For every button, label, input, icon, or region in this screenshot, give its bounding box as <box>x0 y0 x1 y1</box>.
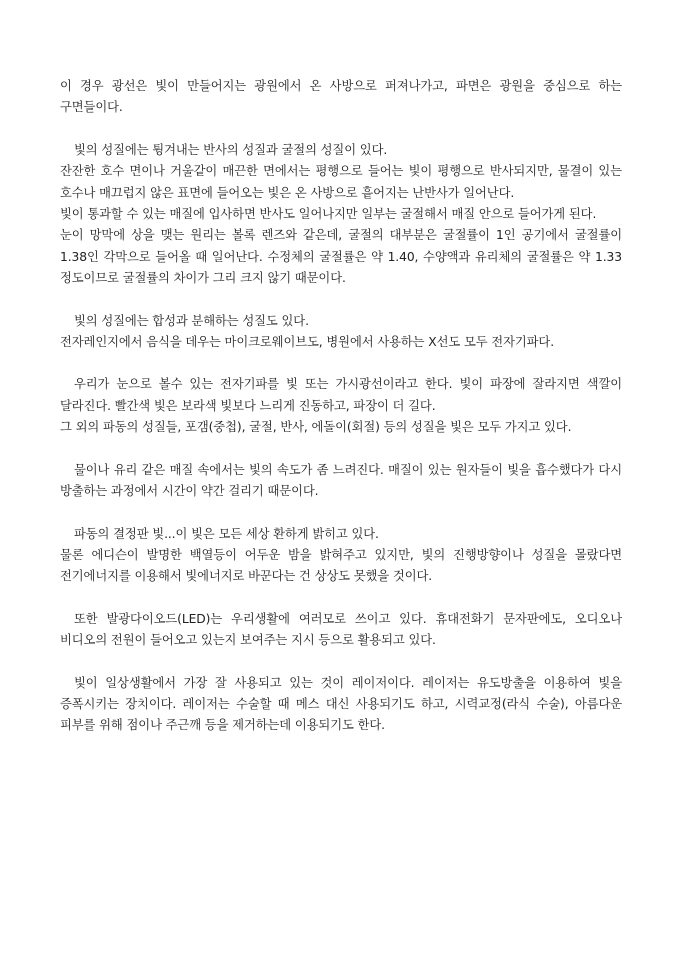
paragraph: 빛의 성질에는 합성과 분해하는 성질도 있다. <box>74 313 309 328</box>
paragraph-gap <box>60 353 622 374</box>
paragraph: 그 외의 파동의 성질들, 포갬(중첩), 굴절, 반사, 에돌이(회절) 등의 성질을 빛은 모두 가지고 있다. <box>60 420 572 435</box>
document-body <box>60 76 622 737</box>
paragraph: 빛이 통과할 수 있는 매질에 입사하면 반사도 일어나지만 일부는 굴절해서 매질 안으로 들어가게 된다. <box>60 207 597 222</box>
paragraph: 이 경우 광선은 빛이 만들어지는 광원에서 온 사방으로 퍼져나가고, 파면은 광원을 중심으로 하는 구면들이다. <box>60 79 622 115</box>
paragraph: 물론 에디슨이 발명한 백열등이 어두운 밤을 밝혀주고 있지만, 빛의 진행방향이나 성질을 몰랐다면 전기에너지를 이용해서 빛에너지로 바꾼다는 건 상상도 못했을 것이다. <box>60 547 622 584</box>
paragraph: 전자레인지에서 음식을 데우는 마이크로웨이브도, 병원에서 사용하는 X선도 모두 전자기파다. <box>60 335 555 350</box>
paragraph: 잔잔한 호수 면이나 거울같이 매끈한 면에서는 평행으로 들어는 빛이 평행으로 반사되지만, 물결이 있는 호수나 매끄럽지 않은 표면에 들어오는 빛은 온 사방으로 흩어지는 난반사가 일어난다. <box>60 164 622 200</box>
paragraph: 빛의 성질에는 튕겨내는 반사의 성질과 굴절의 성질이 있다. <box>74 142 388 157</box>
paragraph-gap <box>60 290 622 311</box>
paragraph: 물이나 유리 같은 매질 속에서는 빛의 속도가 좀 느려진다. 매질이 있는 원자들이 빛을 흡수했다가 다시 방출하는 과정에서 시간이 약간 걸리기 때문이다. <box>60 462 622 499</box>
paragraph: 우리가 눈으로 볼수 있는 전자기파를 빛 또는 가시광선이라고 한다. 빛이 파장에 잘라지면 색깔이 달라진다. 빨간색 빛은 보라색 빛보다 느리게 진동하고, 파장이 더 길다. <box>60 377 622 413</box>
paragraph-gap <box>60 503 622 524</box>
paragraph: 또한 발광다이오드(LED)는 우리생활에 여러모로 쓰이고 있다. 휴대전화기 문자판에도, 오디오나 비디오의 전원이 들어오고 있는지 보여주는 지시 등으로 활용되고 있다. <box>60 611 622 648</box>
paragraph-gap <box>60 652 622 673</box>
paragraph-gap <box>60 588 622 609</box>
paragraph: 파동의 결정판 빛...이 빛은 모든 세상 환하게 밝히고 있다. <box>74 526 379 541</box>
paragraph-gap <box>60 439 622 460</box>
paragraph-gap <box>60 119 622 140</box>
paragraph: 빛이 일상생활에서 가장 잘 사용되고 있는 것이 레이저이다. 레이저는 유도방출을 이용하여 빛을 증폭시키는 장치이다. 레이저는 수술할 때 메스 대신 사용되기도 하고, 시력교정(라식 수술), 아름다운 피부를 위해 점이나 주근깨 등을 제거하는데 이용되기도 한다. <box>60 675 622 733</box>
paragraph: 눈이 망막에 상을 맺는 원리는 볼록 렌즈와 같은데, 굴절의 대부분은 굴절률이 1인 공기에서 굴절률이 1.38인 각막으로 들어올 때 일어난다. 수정체의 굴절률은 약 1.40, 수양액과 유리체의 굴절률은 약 1.33 정도이므로 굴절률의 차이가 그리 크지 않기 때문이다. <box>60 228 622 286</box>
